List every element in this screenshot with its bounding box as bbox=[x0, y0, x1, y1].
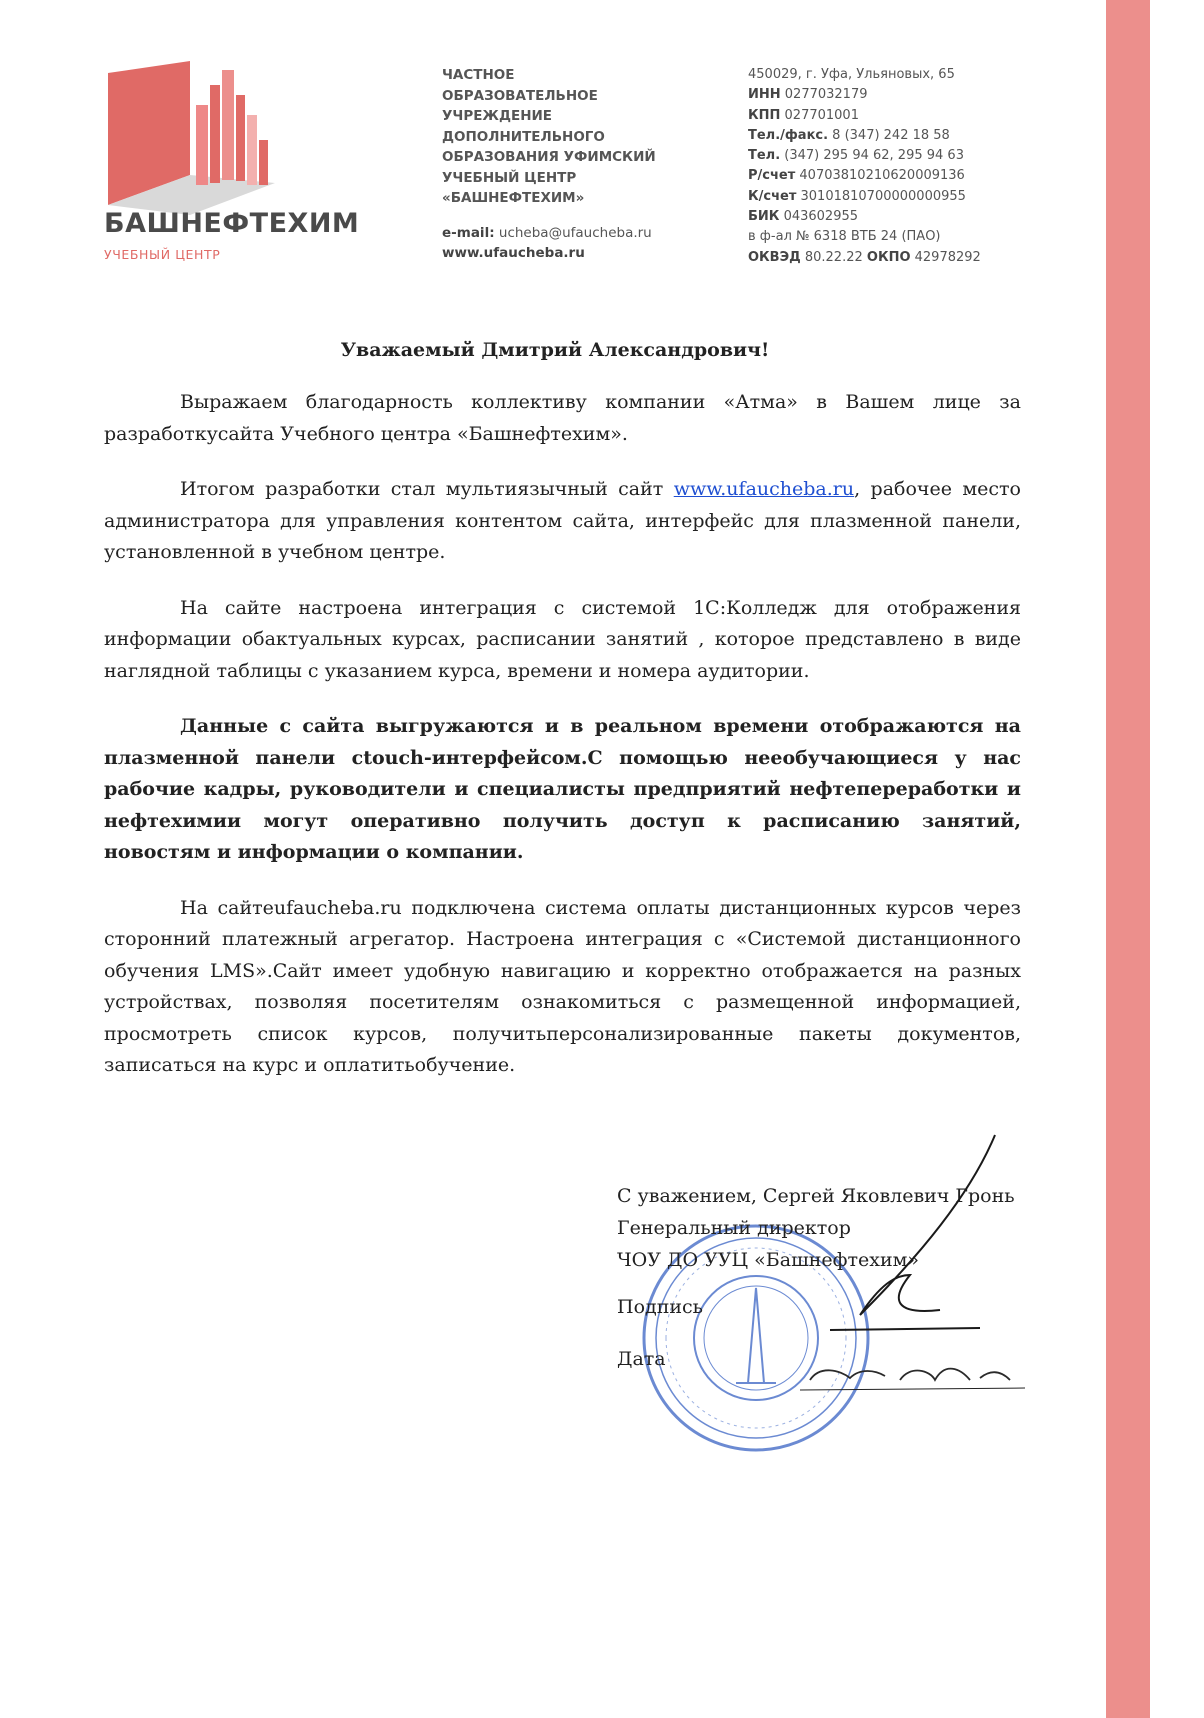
paragraph: На сайте настроена интеграция с системой 1С:Колледж для отображения информации обактуальных курсах, расписании занятий , которое представлено в виде наглядной таблицы с указанием курса, времени и номера аудитории. bbox=[104, 596, 1021, 682]
tel-label: Тел. bbox=[748, 148, 781, 164]
signature-closing: С уважением, Сергей Яковлевич Гронь bbox=[617, 1185, 1015, 1207]
inn-label: ИНН bbox=[748, 87, 781, 103]
rs-label: Р/счет bbox=[748, 168, 796, 184]
paragraph-text: Итогом разработки стал мультиязычный сайт bbox=[180, 478, 674, 500]
website-link[interactable]: www.ufaucheba.ru bbox=[442, 245, 585, 261]
org-line: «БАШНЕФТЕХИМ» bbox=[442, 190, 585, 206]
date-label: Дата bbox=[617, 1348, 666, 1370]
paragraph bbox=[104, 474, 1021, 569]
letter-body bbox=[104, 387, 1021, 1106]
ks-value: 30101810700000000955 bbox=[800, 188, 966, 204]
okved-value: 80.22.22 bbox=[804, 249, 863, 265]
paragraph: Данные с сайта выгружаются и в реальном времени отображаются на плазменной панели ctouch-интерфейсом.С помощью нееобучающиеся у нас рабочие кадры, руководители и специалисты предприятий нефтепереработки и нефтехимии могут оперативно получить доступ к расписанию занятий, новостям и информации о компании. bbox=[104, 715, 1021, 863]
inn-value: 0277032179 bbox=[784, 87, 868, 103]
rs-value: 40703810210620009136 bbox=[799, 168, 965, 184]
org-line: ЧАСТНОЕ bbox=[442, 67, 515, 83]
ks-label: К/счет bbox=[748, 188, 797, 204]
bik-value: 043602955 bbox=[783, 209, 859, 225]
kpp-label: КПП bbox=[748, 107, 781, 123]
brand-name: БАШНЕФТЕХИМ bbox=[104, 208, 360, 239]
org-line: УЧРЕЖДЕНИЕ bbox=[442, 108, 553, 124]
tel-value: (347) 295 94 62, 295 94 63 bbox=[784, 148, 964, 164]
signatory-title: Генеральный директор bbox=[617, 1217, 851, 1239]
letter-greeting: Уважаемый Дмитрий Александрович! bbox=[340, 339, 770, 361]
okpo-value: 42978292 bbox=[914, 249, 981, 265]
okpo-label: ОКПО bbox=[866, 249, 911, 265]
org-line: УЧЕБНЫЙ ЦЕНТР bbox=[442, 169, 577, 186]
email-link[interactable]: ucheba@ufaucheba.ru bbox=[498, 225, 652, 241]
requisites-block bbox=[748, 65, 981, 268]
okved-label: ОКВЭД bbox=[748, 249, 801, 265]
handwritten-date bbox=[800, 1340, 1030, 1400]
organization-name bbox=[442, 65, 682, 209]
telfax-label: Тел./факс. bbox=[748, 127, 829, 143]
bik-label: БИК bbox=[748, 209, 780, 225]
decorative-side-stripe bbox=[1106, 0, 1150, 1718]
address: 450029, г. Уфа, Ульяновых, 65 bbox=[748, 67, 955, 82]
email-label: e-mail: bbox=[442, 225, 495, 241]
paragraph-text: , рабочее место администратора для управления контентом сайта, интерфейс для плазменной панели, установленной в учебном центре. bbox=[104, 478, 1021, 563]
org-line: ДОПОЛНИТЕЛЬНОГО bbox=[442, 128, 605, 145]
kpp-value: 027701001 bbox=[784, 107, 859, 123]
paragraph: На сайтеufaucheba.ru подключена система оплаты дистанционных курсов через сторонний платежный агрегатор. Настроена интеграция с «Системой дистанционного обучения LMS».Сайт имеет удобную навигацию и корректно отображается на разных устройствах, позволяя посетителям ознакомиться с размещенной информацией, просмотреть список курсов, получитьперсонализированные пакеты документов, записаться на курс и оплатитьобучение. bbox=[104, 896, 1021, 1076]
signature-label: Подпись bbox=[617, 1296, 704, 1318]
contacts-block bbox=[442, 223, 652, 263]
bank-branch: в ф-ал № 6318 ВТБ 24 (ПАО) bbox=[748, 229, 941, 245]
signatory-organization: ЧОУ ДО УУЦ «Башнефтехим» bbox=[617, 1249, 920, 1271]
org-line: ОБРАЗОВАТЕЛЬНОЕ bbox=[442, 87, 598, 104]
website-link[interactable]: www.ufaucheba.ru bbox=[673, 478, 855, 500]
telfax-value: 8 (347) 242 18 58 bbox=[832, 127, 950, 143]
brand-subtitle: УЧЕБНЫЙ ЦЕНТР bbox=[104, 247, 221, 262]
org-line: ОБРАЗОВАНИЯ УФИМСКИЙ bbox=[442, 149, 656, 165]
paragraph: Выражаем благодарность коллективу компании «Атма» в Вашем лице за разработкусайта Учебного центра «Башнефтехим». bbox=[104, 391, 1021, 445]
